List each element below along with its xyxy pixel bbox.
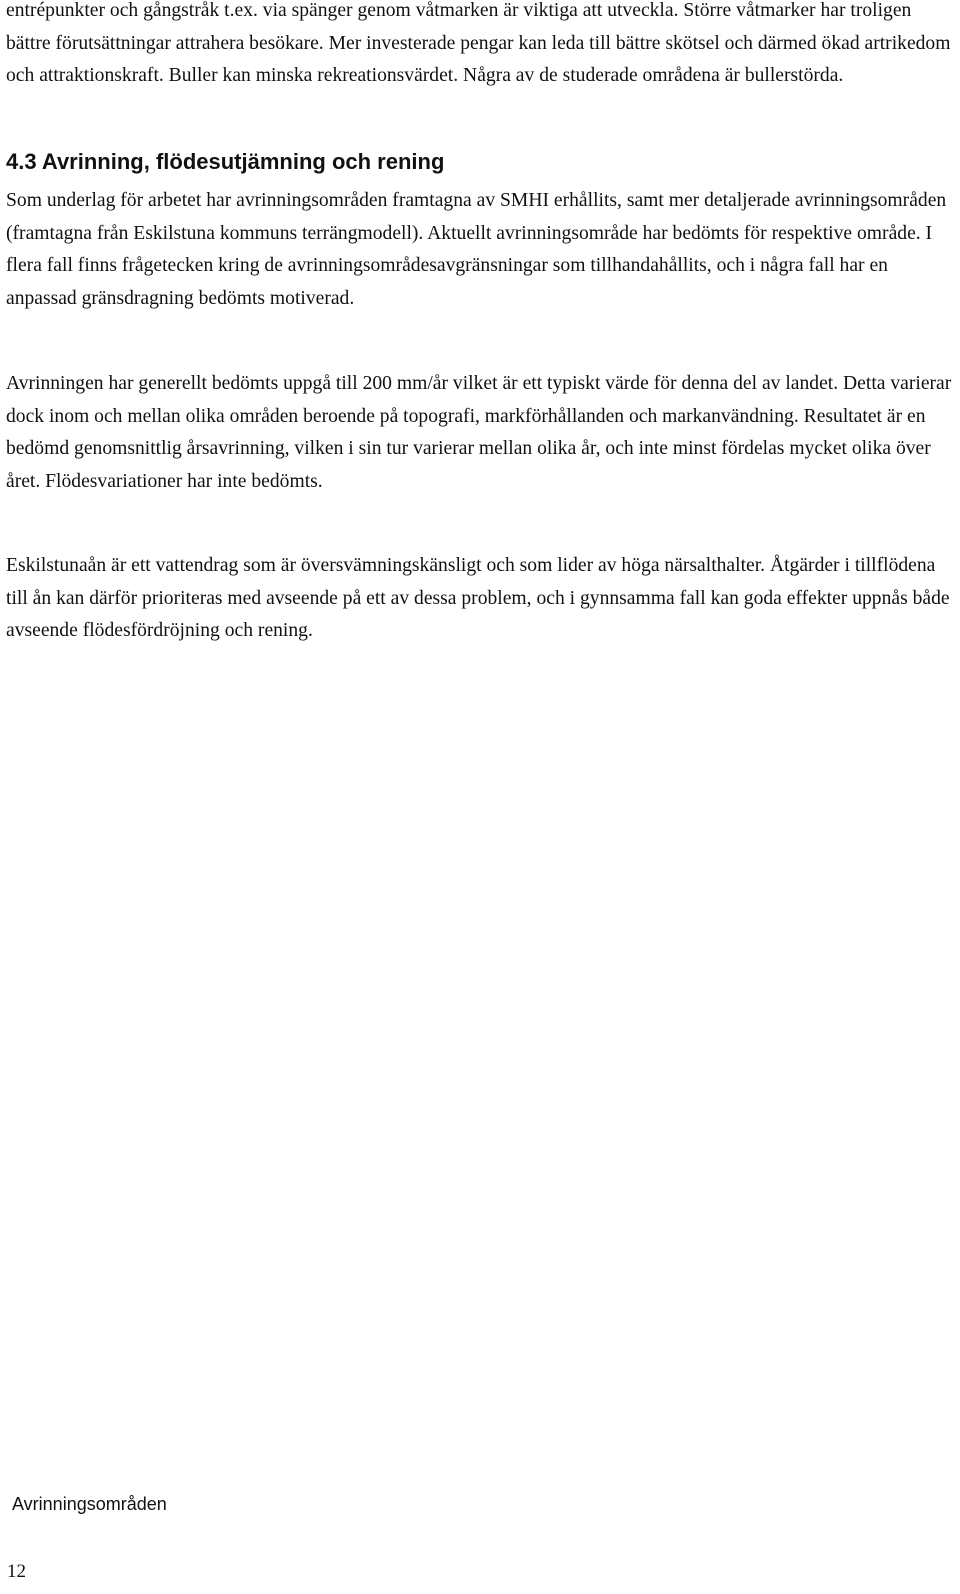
intro-paragraph: entrépunkter och gångstråk t.ex. via spänger genom våtmarken är viktiga att utveckla. Större våtmarker har troligen bättre förutsättningar attrahera besökare. Mer investerade pengar kan leda till bättre skötsel och därmed ökad artrikedom och attraktionskraft. Buller kan minska rekreationsvärdet. Några av de studerade områdena är bullerstörda. [6,0,951,86]
section-heading: 4.3 Avrinning, flödesutjämning och rening [6,149,445,174]
figure-caption: Avrinningsområden [12,1494,167,1514]
page-number: 12 [7,1561,26,1582]
paragraph-runoff: Avrinningen har generellt bedömts uppgå till 200 mm/år vilket är ett typiskt värde för denna del av landet. Detta varierar dock inom och mellan olika områden beroende på topografi, markförhållanden och markanvändning. Resultatet är en bedömd genomsnittlig årsavrinning, vilken i sin tur varierar mellan olika år, och inte minst fördelas mycket olika över året. Flödesvariationer har inte bedömts. [6,373,952,492]
paragraph-eskilstunaan: Eskilstunaån är ett vattendrag som är översvämningskänsligt och som lider av höga närsalthalter. Åtgärder i tillflödena till ån kan därför prioriteras med avseende på ett av dessa problem, och i gynnsamma fall kan goda effekter uppnås både avseende flödesfördröjning och rening. [6,555,950,641]
paragraph-catchment-data: Som underlag för arbetet har avrinningsområden framtagna av SMHI erhållits, samt mer detaljerade avrinningsområden (framtagna från Eskilstuna kommuns terrängmodell). Aktuellt avrinningsområde har bedömts för respektive område. I flera fall finns frågetecken kring de avrinningsområdesavgränsningar som tillhandahållits, och i några fall har en anpassad gränsdragning bedömts motiverad. [6,190,947,309]
